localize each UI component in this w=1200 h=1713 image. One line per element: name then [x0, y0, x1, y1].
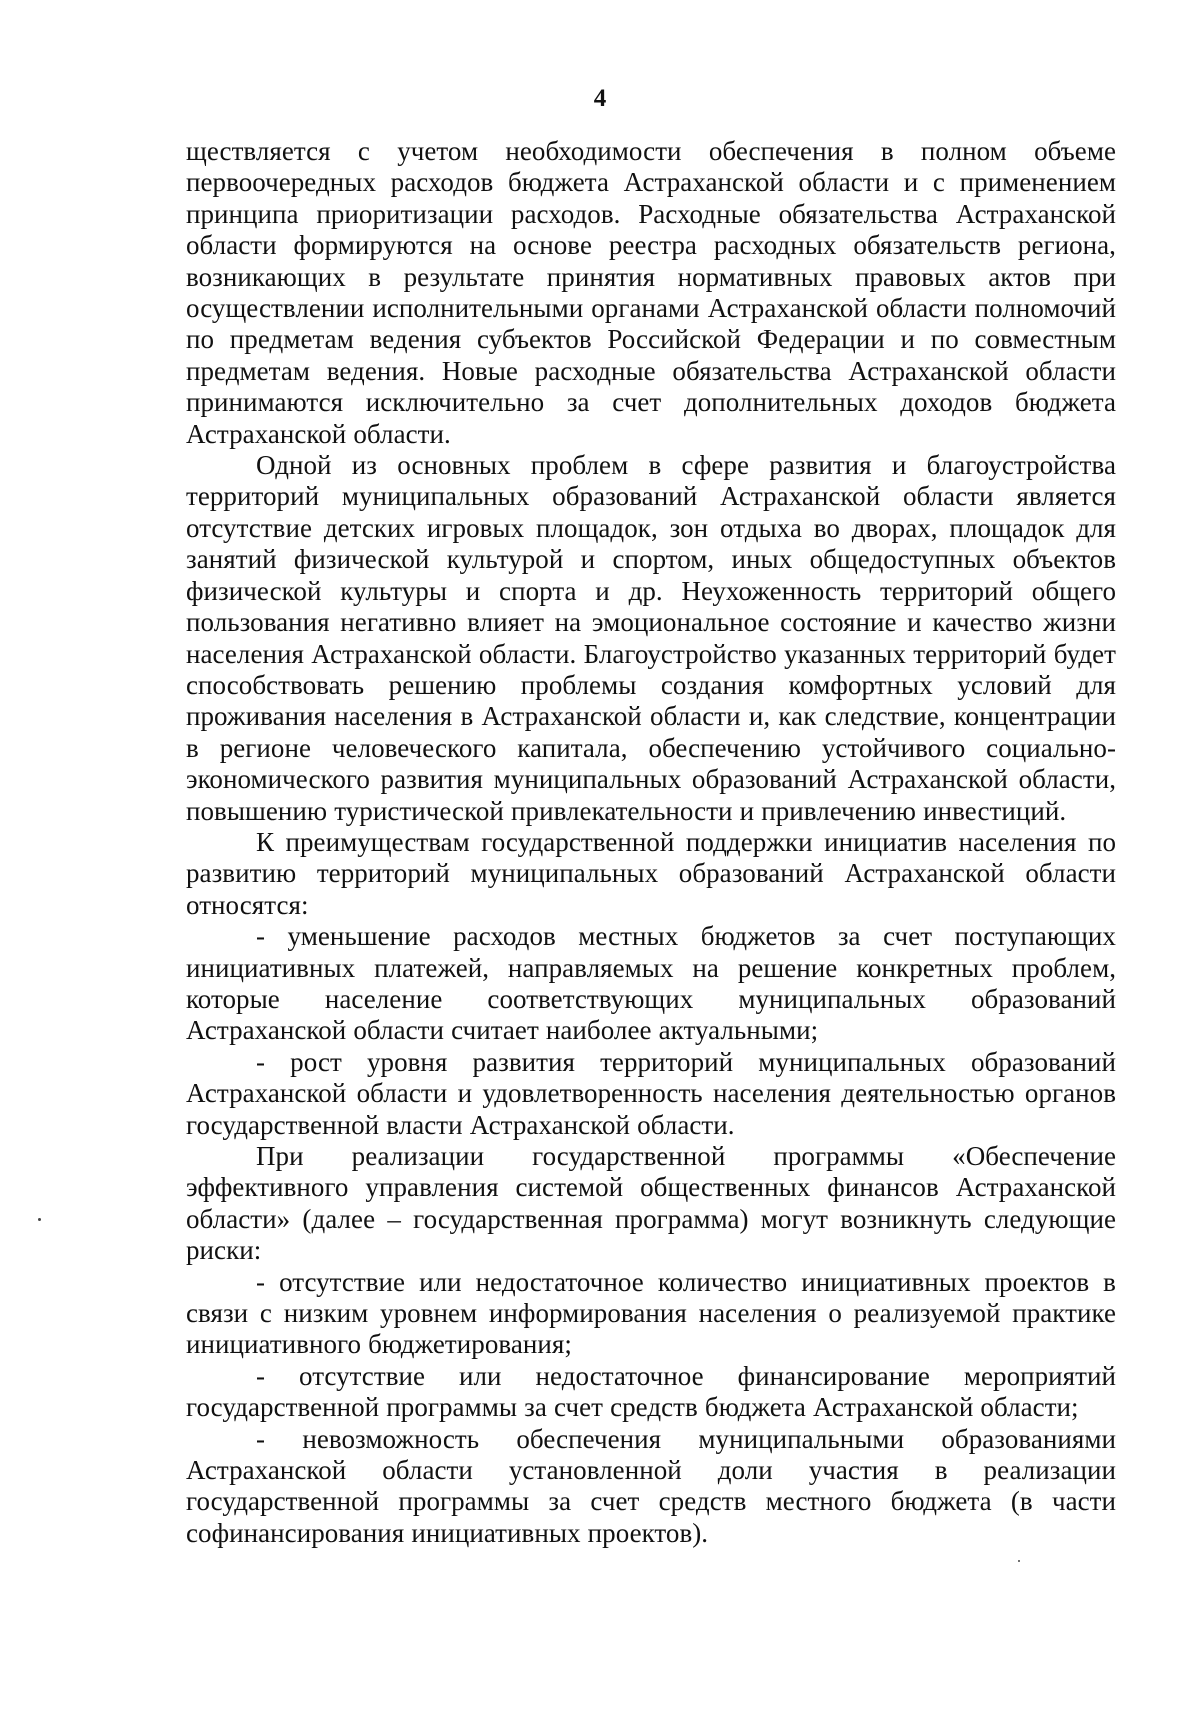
- list-item-risk-3: - невозможность обеспечения муниципальными образованиями Астраханской области установленной доли участия в реализации государственной программы за счет средств местного бюджета (в части софинансирования инициативных проектов).: [186, 1423, 1116, 1548]
- scan-speck: [1018, 1560, 1020, 1562]
- paragraph-advantages-intro: К преимуществам государственной поддержки инициатив населения по развитию территорий муниципальных образований Астраханской области относятся:: [186, 826, 1116, 920]
- page-number: 4: [593, 85, 607, 112]
- list-item-risk-1: - отсутствие или недостаточное количество инициативных проектов в связи с низким уровнем информирования населения о реализуемой практике инициативного бюджетирования;: [186, 1266, 1116, 1360]
- paragraph-territory-problems: Одной из основных проблем в сфере развития и благоустройства территорий муниципальных образований Астраханской области является отсутствие детских игровых площадок, зон отдыха во дворах, площадок для занятий физической культурой и спортом, иных общедоступных объектов физической культуры и спорта и др. Неухоженность территорий общего пользования негативно влияет на эмоциональное состояние и качество жизни населения Астраханской области. Благоустройство указанных территорий будет способствовать решению проблемы создания комфортных условий для проживания населения в Астраханской области и, как следствие, концентрации в регионе человеческого капитала, обеспечению устойчивого социально-экономического развития муниципальных образований Астраханской области, повышению туристической привлекательности и привлечению инвестиций.: [186, 450, 1116, 826]
- scan-speck: [38, 1218, 41, 1221]
- paragraph-expenditure-obligations: ществляется с учетом необходимости обеспечения в полном объеме первоочередных расходов бюджета Астраханской области и с применением принципа приоритизации расходов. Расходные обязательства Астраханской области формируются на основе реестра расходных обязательств региона, возникающих в результате принятия нормативных правовых актов при осуществлении исполнительными органами Астраханской области полномочий по предметам ведения субъектов Российской Федерации и по совместным предметам ведения. Новые расходные обязательства Астраханской области принимаются исключительно за счет дополнительных доходов бюджета Астраханской области.: [186, 136, 1116, 449]
- list-item-advantage-1: - уменьшение расходов местных бюджетов за счет поступающих инициативных платежей, направляемых на решение конкретных проблем, которые население соответствующих муниципальных образований Астраханской области считает наиболее актуальными;: [186, 921, 1116, 1046]
- document-body: [186, 136, 1116, 1549]
- list-item-risk-2: - отсутствие или недостаточное финансирование мероприятий государственной программы за счет средств бюджета Астраханской области;: [186, 1360, 1116, 1423]
- list-item-advantage-2: - рост уровня развития территорий муниципальных образований Астраханской области и удовлетворенность населения деятельностью органов государственной власти Астраханской области.: [186, 1046, 1116, 1140]
- paragraph-risks-intro: При реализации государственной программы «Обеспечение эффективного управления системой общественных финансов Астраханской области» (далее – государственная программа) могут возникнуть следующие риски:: [186, 1141, 1116, 1266]
